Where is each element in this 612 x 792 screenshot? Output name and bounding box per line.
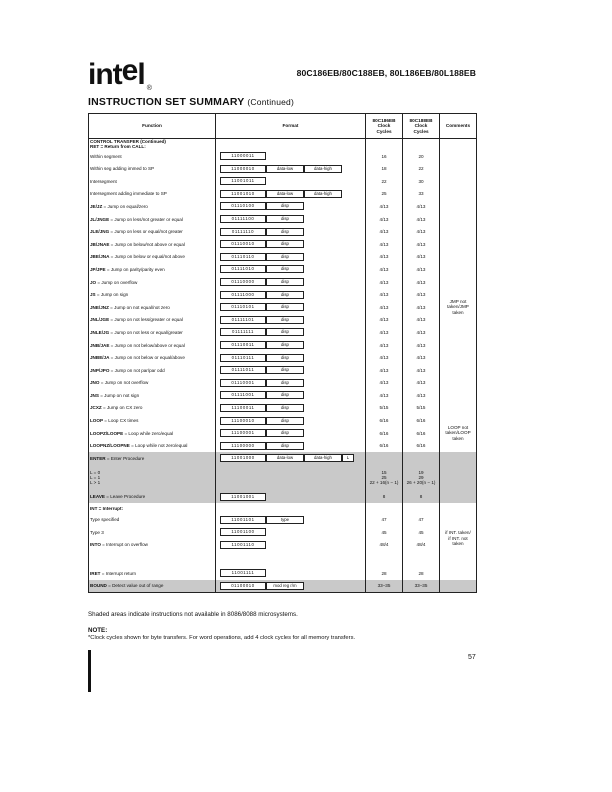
format-cell [216, 276, 366, 289]
cycles-188: 4/13 [403, 377, 440, 390]
cycles-186: 4/13 [366, 213, 403, 226]
format-cell [216, 339, 366, 352]
cycles-186: 4/13 [366, 238, 403, 251]
section-header-row [89, 139, 477, 150]
operand-box: disp [266, 265, 304, 273]
opcode-box: 01111011 [220, 366, 266, 374]
operand-box: disp [266, 391, 304, 399]
cycles-188: 4/13 [403, 351, 440, 364]
function-cell: LOOPZ/LOOPE = Loop while zero/equal [89, 427, 216, 440]
opcode-box: 11000011 [220, 152, 266, 160]
cycles-188: 20 [403, 150, 440, 163]
table-row: INTO = Interrupt on overflow 11001110 48/4 48/4 [89, 538, 477, 551]
operand-box: data-high [304, 454, 342, 462]
function-cell: ENTER = Enter Procedure [89, 452, 216, 465]
cycles-188: 4/13 [403, 200, 440, 213]
table-row-bound: BOUND = Detect value out of range 01100010 mod reg r/m 33–35 33–35 [89, 580, 477, 593]
opcode-box: 01111100 [220, 215, 266, 223]
function-cell: LOOP = Loop CX times [89, 414, 216, 427]
opcode-box: 01110100 [220, 202, 266, 210]
table-row [89, 377, 477, 390]
opcode-box: 01111101 [220, 316, 266, 324]
cycles-186: 4/13 [366, 288, 403, 301]
operand-box: disp [266, 240, 304, 248]
operand-box: data-low [266, 190, 304, 198]
function-cell: INTO = Interrupt on overflow [89, 538, 216, 551]
format-cell [216, 288, 366, 301]
operand-box: data-low [266, 165, 304, 173]
operand-box: type [266, 516, 304, 524]
function-cell: JO = Jump on overflow [89, 276, 216, 289]
opcode-box: 01110011 [220, 341, 266, 349]
function-cell: JNLE/JG = Jump on not less or equal/greater [89, 326, 216, 339]
format-cell [216, 414, 366, 427]
format-cell [216, 162, 366, 175]
table-row [89, 251, 477, 264]
cycles-186: 4/13 [366, 339, 403, 352]
format-cell [216, 351, 366, 364]
operand-box: mod reg r/m [266, 582, 304, 590]
function-cell: JE/JZ = Jump on equal/zero [89, 200, 216, 213]
function-cell: JNB/JAE = Jump on not below/above or equal [89, 339, 216, 352]
cycles-186: 18 [366, 162, 403, 175]
format-cell [216, 263, 366, 276]
cycles-188: 4/13 [403, 225, 440, 238]
cycles-188: 4/13 [403, 288, 440, 301]
table-row [89, 263, 477, 276]
format-cell [216, 389, 366, 402]
operand-box: data-low [266, 454, 304, 462]
header-186-cycles: 80C186EB Clock Cycles [366, 114, 403, 139]
table-row [89, 238, 477, 251]
page-title: INSTRUCTION SET SUMMARY (Continued) [88, 96, 295, 108]
function-cell: Intersegment [89, 175, 216, 188]
cycles-188: 5/15 [403, 402, 440, 415]
format-cell [216, 200, 366, 213]
operand-box: disp [266, 316, 304, 324]
function-cell: LEAVE = Leave Procedure [89, 491, 216, 504]
opcode-box: 01110000 [220, 278, 266, 286]
opcode-box: 11000010 [220, 165, 266, 173]
table-row [89, 351, 477, 364]
function-cell: JNO = Jump on not overflow [89, 377, 216, 390]
opcode-box: 01111111 [220, 328, 266, 336]
comment-cell: JMP not taken/JMP taken [440, 200, 477, 414]
table-row [89, 213, 477, 226]
table-row [89, 339, 477, 352]
cycles-188: 22 [403, 162, 440, 175]
table-row [89, 225, 477, 238]
table-row [89, 276, 477, 289]
section-title: CONTROL TRANSFER (Continued) RET = Return from CALL: [89, 139, 216, 150]
cycles-188: 4/13 [403, 238, 440, 251]
table-row: Type 3 11001100 45 45 if INT. taken/ if INT. not taken [89, 526, 477, 539]
cycles-186: 6/16 [366, 414, 403, 427]
table-row-enter-levels: L = 0 L = 1 L > 1 15 25 22 + 16(n − 1) 19 29 26 + 20(n − 1) [89, 465, 477, 491]
format-cell [216, 238, 366, 251]
table-row [89, 150, 477, 163]
opcode-box: 11100011 [220, 404, 266, 412]
cycles-188: 4/13 [403, 213, 440, 226]
operand-box: disp [266, 228, 304, 236]
opcode-box: 01111010 [220, 265, 266, 273]
table-row [89, 414, 477, 427]
cycles-188: 4/13 [403, 389, 440, 402]
cycles-186: 16 [366, 150, 403, 163]
cycles-188: 4/13 [403, 276, 440, 289]
cycles-186: 4/13 [366, 364, 403, 377]
page-number: 57 [468, 654, 476, 661]
opcode-box: 01111001 [220, 391, 266, 399]
opcode-box: 11001101 [220, 516, 266, 524]
opcode-box: 11001011 [220, 177, 266, 185]
shaded-note: Shaded areas indicate instructions not available in 8086/8088 microsystems. [88, 611, 298, 618]
format-cell [216, 439, 366, 452]
function-cell: LOOPNZ/LOOPNE = Loop while not zero/equal [89, 439, 216, 452]
cycles-188: 6/16 [403, 427, 440, 440]
table-row-int-head: INT = Interrupt: [89, 503, 477, 513]
opcode-box: 11100001 [220, 429, 266, 437]
operand-box: disp [266, 202, 304, 210]
operand-box: disp [266, 379, 304, 387]
table-row-iret: IRET = Interrupt return 11001111 28 28 [89, 567, 477, 580]
table-row [89, 175, 477, 188]
cycles-186: 25 [366, 188, 403, 201]
opcode-box: 11001111 [220, 569, 266, 577]
function-cell: JCXZ = Jump on CX zero [89, 402, 216, 415]
cycles-186: 4/13 [366, 314, 403, 327]
cycles-186: 4/13 [366, 263, 403, 276]
function-cell: Type specified [89, 513, 216, 526]
cycles-188: 4/13 [403, 326, 440, 339]
table-row-enter [89, 452, 477, 465]
format-cell [216, 225, 366, 238]
function-cell: Intersegment adding immediate to SP [89, 188, 216, 201]
table-row [89, 314, 477, 327]
header-188-cycles: 80C188EB Clock Cycles [403, 114, 440, 139]
header-format: Format [216, 114, 366, 139]
operand-box: disp [266, 278, 304, 286]
operand-box: disp [266, 303, 304, 311]
opcode-box: 01110111 [220, 354, 266, 362]
table-row [89, 288, 477, 301]
cycles-188: 30 [403, 175, 440, 188]
table-row-leave: LEAVE = Leave Procedure 11001001 8 8 [89, 491, 477, 504]
cycles-186: 4/13 [366, 301, 403, 314]
cycles-188: 4/13 [403, 339, 440, 352]
header-comments: Comments [440, 114, 477, 139]
format-cell [216, 213, 366, 226]
opcode-box: 01110010 [220, 240, 266, 248]
table-row [89, 439, 477, 452]
function-cell: JS = Jump on sign [89, 288, 216, 301]
operand-box: disp [266, 366, 304, 374]
operand-box: disp [266, 429, 304, 437]
opcode-box: 01111000 [220, 291, 266, 299]
cycles-188: 4/13 [403, 301, 440, 314]
cycles-186: 6/16 [366, 439, 403, 452]
operand-box: data-high [304, 190, 342, 198]
cycles-186: 4/13 [366, 389, 403, 402]
format-cell [216, 251, 366, 264]
cycles-186: 4/13 [366, 276, 403, 289]
note-text: *Clock cycles shown for byte transfers. For word operations, add 4 clock cycles for all memory transfers. [88, 635, 356, 641]
cycles-188: 33 [403, 188, 440, 201]
cycles-186: 22 [366, 175, 403, 188]
format-cell [216, 314, 366, 327]
opcode-box: 01111110 [220, 228, 266, 236]
cycles-186: 4/13 [366, 251, 403, 264]
format-cell [216, 150, 366, 163]
opcode-box: 11001001 [220, 493, 266, 501]
operand-box: disp [266, 215, 304, 223]
cycles-188: 4/13 [403, 251, 440, 264]
format-cell [216, 377, 366, 390]
function-cell: IRET = Interrupt return [89, 567, 216, 580]
opcode-box: 11001000 [220, 454, 266, 462]
function-cell: JB/JNAE = Jump on below/not above or equal [89, 238, 216, 251]
comment-cell: if INT. taken/ if INT. not taken [440, 526, 477, 551]
function-cell: JNS = Jump on not sign [89, 389, 216, 402]
operand-box: disp [266, 442, 304, 450]
cycles-186: 4/13 [366, 200, 403, 213]
table-row [89, 364, 477, 377]
function-cell: JNP/JPO = Jump on not par/par odd [89, 364, 216, 377]
format-cell [216, 402, 366, 415]
format-cell [216, 364, 366, 377]
operand-box: disp [266, 417, 304, 425]
cycles-186: 4/13 [366, 225, 403, 238]
cycles-186: 4/13 [366, 351, 403, 364]
cycles-186: 4/13 [366, 377, 403, 390]
cycles-186: 5/15 [366, 402, 403, 415]
operand-box: disp [266, 404, 304, 412]
operand-box: L [342, 454, 354, 462]
cycles-186: 6/16 [366, 427, 403, 440]
function-cell: Type 3 [89, 526, 216, 539]
function-cell: Within segment [89, 150, 216, 163]
table-row [89, 301, 477, 314]
table-row [89, 427, 477, 440]
instruction-table [88, 113, 477, 593]
function-cell: Within seg adding immed to SP [89, 162, 216, 175]
table-row [89, 402, 477, 415]
table-row [89, 326, 477, 339]
table-row: Type specified 11001101 type 47 47 [89, 513, 477, 526]
opcode-box: 11001110 [220, 541, 266, 549]
function-cell: BOUND = Detect value out of range [89, 580, 216, 593]
note-label: NOTE: [88, 627, 108, 634]
opcode-box: 01100010 [220, 582, 266, 590]
function-cell: JLE/JNG = Jump on less or equal/not greater [89, 225, 216, 238]
opcode-box: 11100010 [220, 417, 266, 425]
table-row [89, 389, 477, 402]
cycles-188: 4/13 [403, 263, 440, 276]
table-row [89, 188, 477, 201]
format-cell [216, 326, 366, 339]
format-cell [216, 188, 366, 201]
function-cell: JL/JNGE = Jump on less/not greater or equal [89, 213, 216, 226]
cycles-186: 4/13 [366, 326, 403, 339]
opcode-box: 11001010 [220, 190, 266, 198]
operand-box: disp [266, 341, 304, 349]
opcode-box: 01110110 [220, 253, 266, 261]
operand-box: disp [266, 354, 304, 362]
function-cell: JBE/JNA = Jump on below or equal/not above [89, 251, 216, 264]
cycles-188: 4/13 [403, 314, 440, 327]
format-cell [216, 175, 366, 188]
table-row [89, 200, 477, 213]
table-row [89, 162, 477, 175]
document-id: 80C186EB/80C188EB, 80L186EB/80L188EB [296, 68, 476, 78]
function-cell: JP/JPE = Jump on parity/parity even [89, 263, 216, 276]
opcode-box: 11100000 [220, 442, 266, 450]
cycles-188: 4/13 [403, 364, 440, 377]
change-bar [88, 650, 91, 692]
format-cell [216, 301, 366, 314]
cycles-188: 6/16 [403, 414, 440, 427]
function-cell: JNL/JGE = Jump on not less/greater or equal [89, 314, 216, 327]
comment-cell: LOOP not taken/LOOP taken [440, 414, 477, 452]
intel-logo: intel ® [88, 54, 151, 92]
opcode-box: 01110101 [220, 303, 266, 311]
operand-box: disp [266, 253, 304, 261]
header-function: Function [89, 114, 216, 139]
function-cell: JNE/JNZ = Jump on not equal/not zero [89, 301, 216, 314]
function-cell: JNBE/JA = Jump on not below or equal/above [89, 351, 216, 364]
operand-box: data-high [304, 165, 342, 173]
format-cell [216, 427, 366, 440]
operand-box: disp [266, 291, 304, 299]
opcode-box: 01110001 [220, 379, 266, 387]
operand-box: disp [266, 328, 304, 336]
opcode-box: 11001100 [220, 528, 266, 536]
cycles-188: 6/16 [403, 439, 440, 452]
